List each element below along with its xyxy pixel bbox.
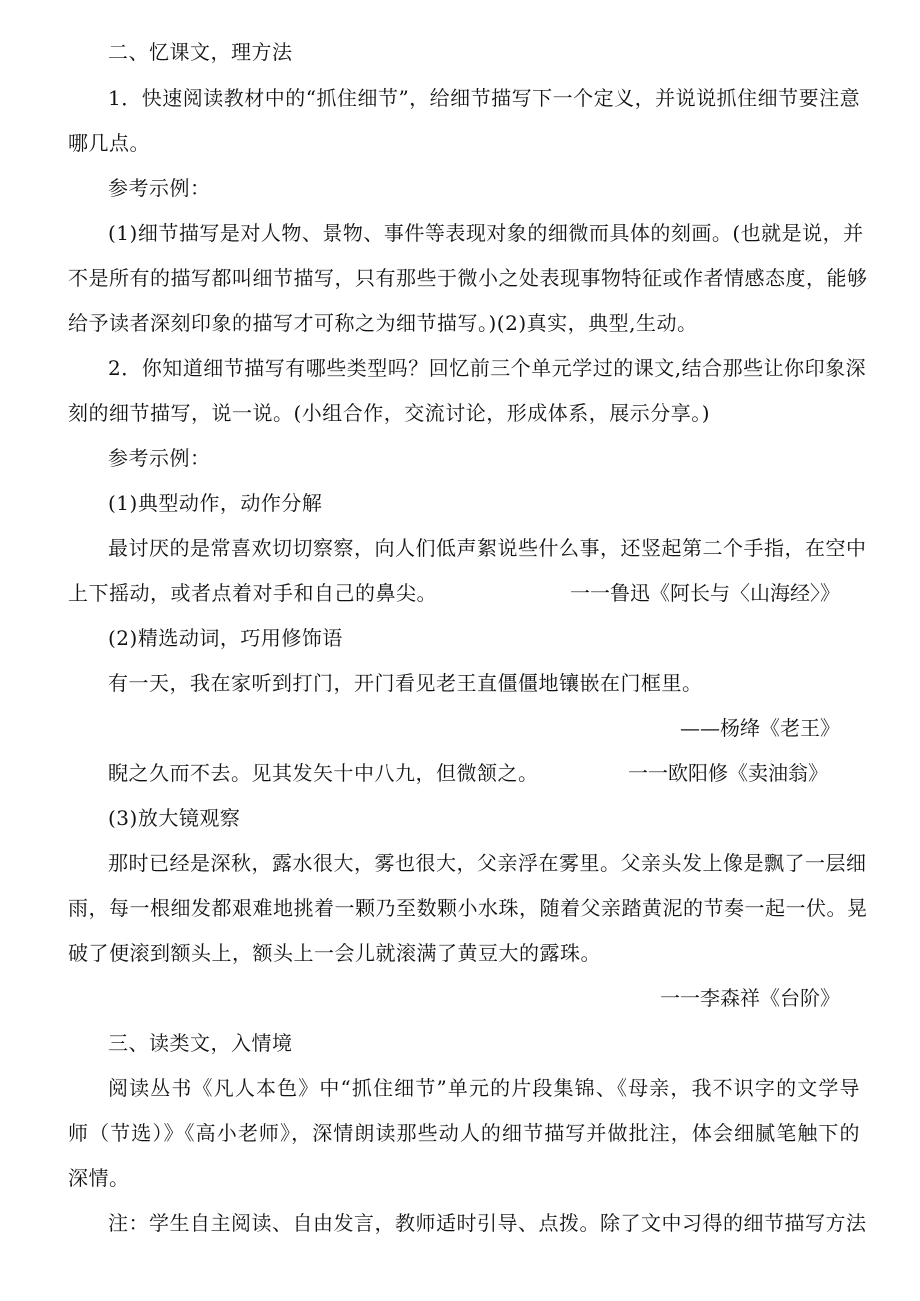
- question-2-line-1: 2．你知道细节描写有哪些类型吗？回忆前三个单元学过的课文,结合那些让你印象深: [108, 356, 867, 380]
- section-heading-3: 三、读类文，入情境: [108, 1031, 293, 1055]
- answer-1-line-2: 不是所有的描写都叫细节描写，只有那些于微小之处表现事物特征或作者情感态度，能够: [68, 266, 868, 290]
- answer-1-line-1: (1)细节描写是对人物、景物、事件等表现对象的细微而具体的刻画。(也就是说，并: [108, 221, 864, 245]
- example-3-line-1: 睨之久而不去。见其发矢十中八九，但微颔之。: [108, 761, 539, 785]
- section-3-line-1: 阅读丛书《凡人本色》中“抓住细节”单元的片段集锦、《母亲，我不识字的文学导: [108, 1076, 860, 1100]
- section-3-line-3: 深情。: [68, 1166, 130, 1190]
- example-1-citation: 一一鲁迅《阿长与〈山海经〉》: [570, 581, 840, 605]
- example-1-line-2: 上下摇动，或者点着对手和自己的鼻尖。: [68, 581, 437, 605]
- reference-example-label-2: 参考示例：: [108, 446, 211, 470]
- example-1-line-1: 最讨厌的是常喜欢切切察察，向人们低声絮说些什么事，还竖起第二个手指，在空中: [108, 536, 867, 560]
- example-4-citation: 一一李森祥《台阶》: [660, 986, 840, 1010]
- example-3-citation: 一一欧阳修《卖油翁》: [628, 761, 828, 785]
- example-4-line-1: 那时已经是深秋，露水很大，雾也很大，父亲浮在雾里。父亲头发上像是飘了一层细: [108, 851, 867, 875]
- question-2-line-2: 刻的细节描写，说一说。(小组合作，交流讨论，形成体系，展示分享。): [68, 401, 711, 425]
- note-line-1: 注：学生自主阅读、自由发言，教师适时引导、点拨。除了文中习得的细节描写方法: [108, 1211, 867, 1235]
- type-3-heading: (3)放大镜观察: [108, 806, 241, 830]
- question-1-line-1: 1．快速阅读教材中的“抓住细节”，给细节描写下一个定义，并说说抓住细节要注意: [108, 86, 861, 110]
- example-2-citation: ——杨绛《老王》: [680, 716, 840, 740]
- section-heading-2: 二、忆课文，理方法: [108, 40, 293, 64]
- example-4-line-2: 雨，每一根细发都艰难地挑着一颗乃至数颗小水珠，随着父亲踏黄泥的节奏一起一伏。晃: [68, 896, 868, 920]
- reference-example-label-1: 参考示例：: [108, 176, 211, 200]
- example-4-line-3: 破了便滚到额头上，额头上一会儿就滚满了黄豆大的露珠。: [68, 941, 601, 965]
- type-2-heading: (2)精选动词，巧用修饰语: [108, 626, 343, 650]
- section-3-line-2: 师（节选）》《高小老师》，深情朗读那些动人的细节描写并做批注，体会细腻笔触下的: [68, 1121, 860, 1145]
- answer-1-line-3: 给予读者深刻印象的描写才可称之为细节描写。)(2)真实，典型,生动。: [68, 311, 698, 335]
- example-2-line-1: 有一天，我在家听到打门，开门看见老王直僵僵地镶嵌在门框里。: [108, 671, 703, 695]
- question-1-line-2: 哪几点。: [68, 131, 150, 155]
- type-1-heading: (1)典型动作，动作分解: [108, 491, 323, 515]
